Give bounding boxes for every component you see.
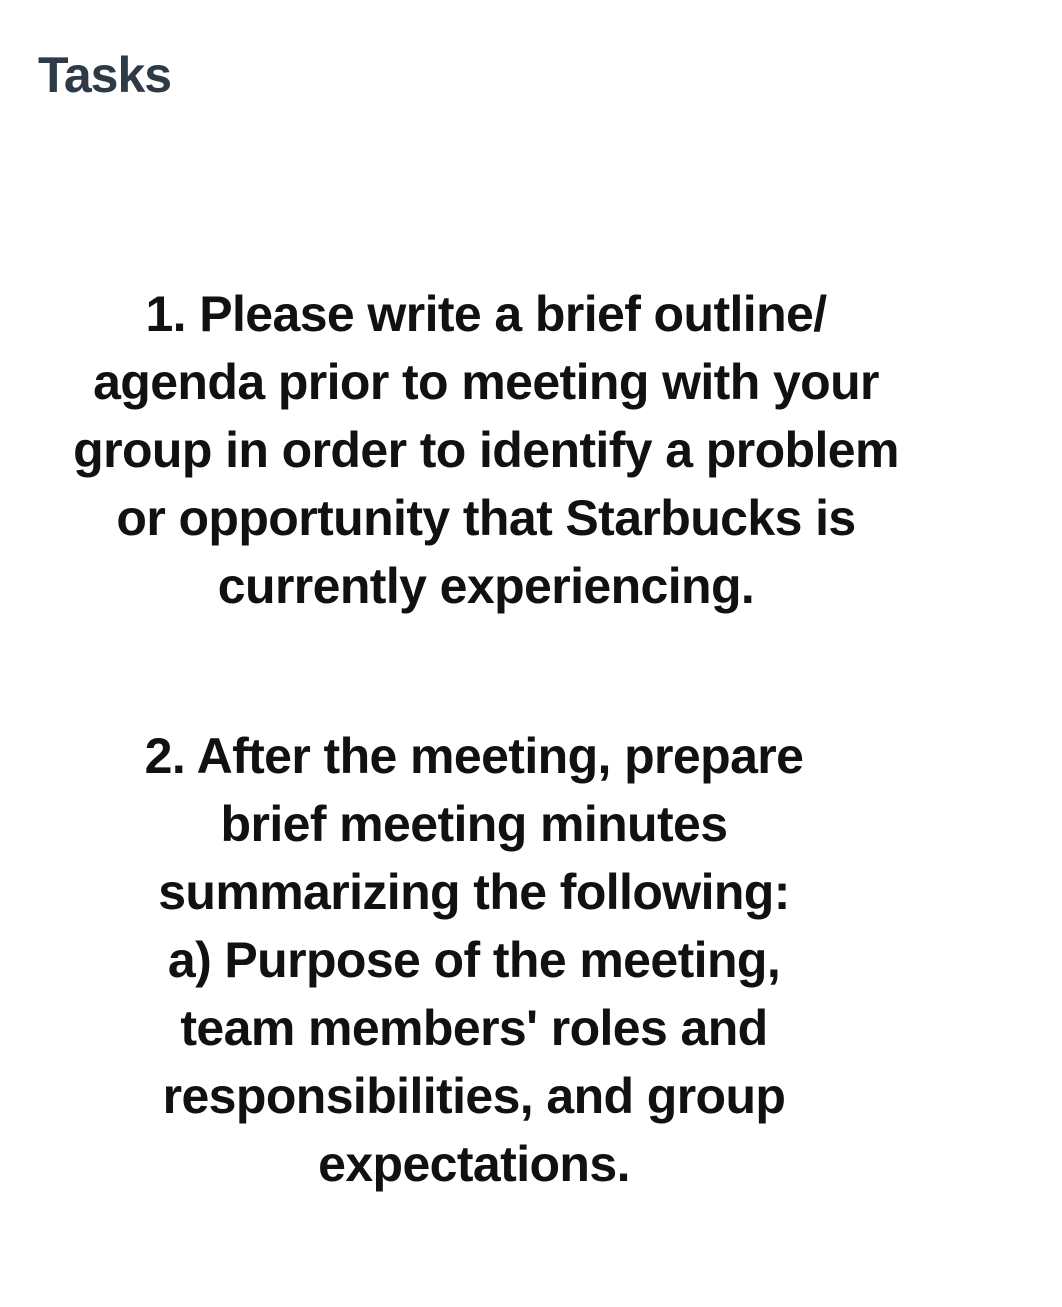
task-text-line: currently experiencing. — [217, 558, 755, 614]
task-text-line: 1. Please write a brief outline/ — [145, 286, 827, 342]
task-item — [0, 722, 948, 1198]
task-text-line: a) Purpose of the meeting, — [167, 932, 781, 988]
task-text-line: expectations. — [318, 1136, 630, 1192]
task-text-line: summarizing the following: — [158, 864, 790, 920]
task-text-line: responsibilities, and group — [162, 1068, 786, 1124]
task-text-line: brief meeting minutes — [220, 796, 728, 852]
task-text-line: agenda prior to meeting with your — [93, 354, 879, 410]
task-text-line: 2. After the meeting, prepare — [144, 728, 804, 784]
task-item — [0, 280, 972, 620]
task-text-line: group in order to identify a problem — [73, 422, 899, 478]
page-title: Tasks — [38, 47, 172, 103]
task-text-line: team members' roles and — [180, 1000, 768, 1056]
task-text-line: or opportunity that Starbucks is — [116, 490, 856, 546]
